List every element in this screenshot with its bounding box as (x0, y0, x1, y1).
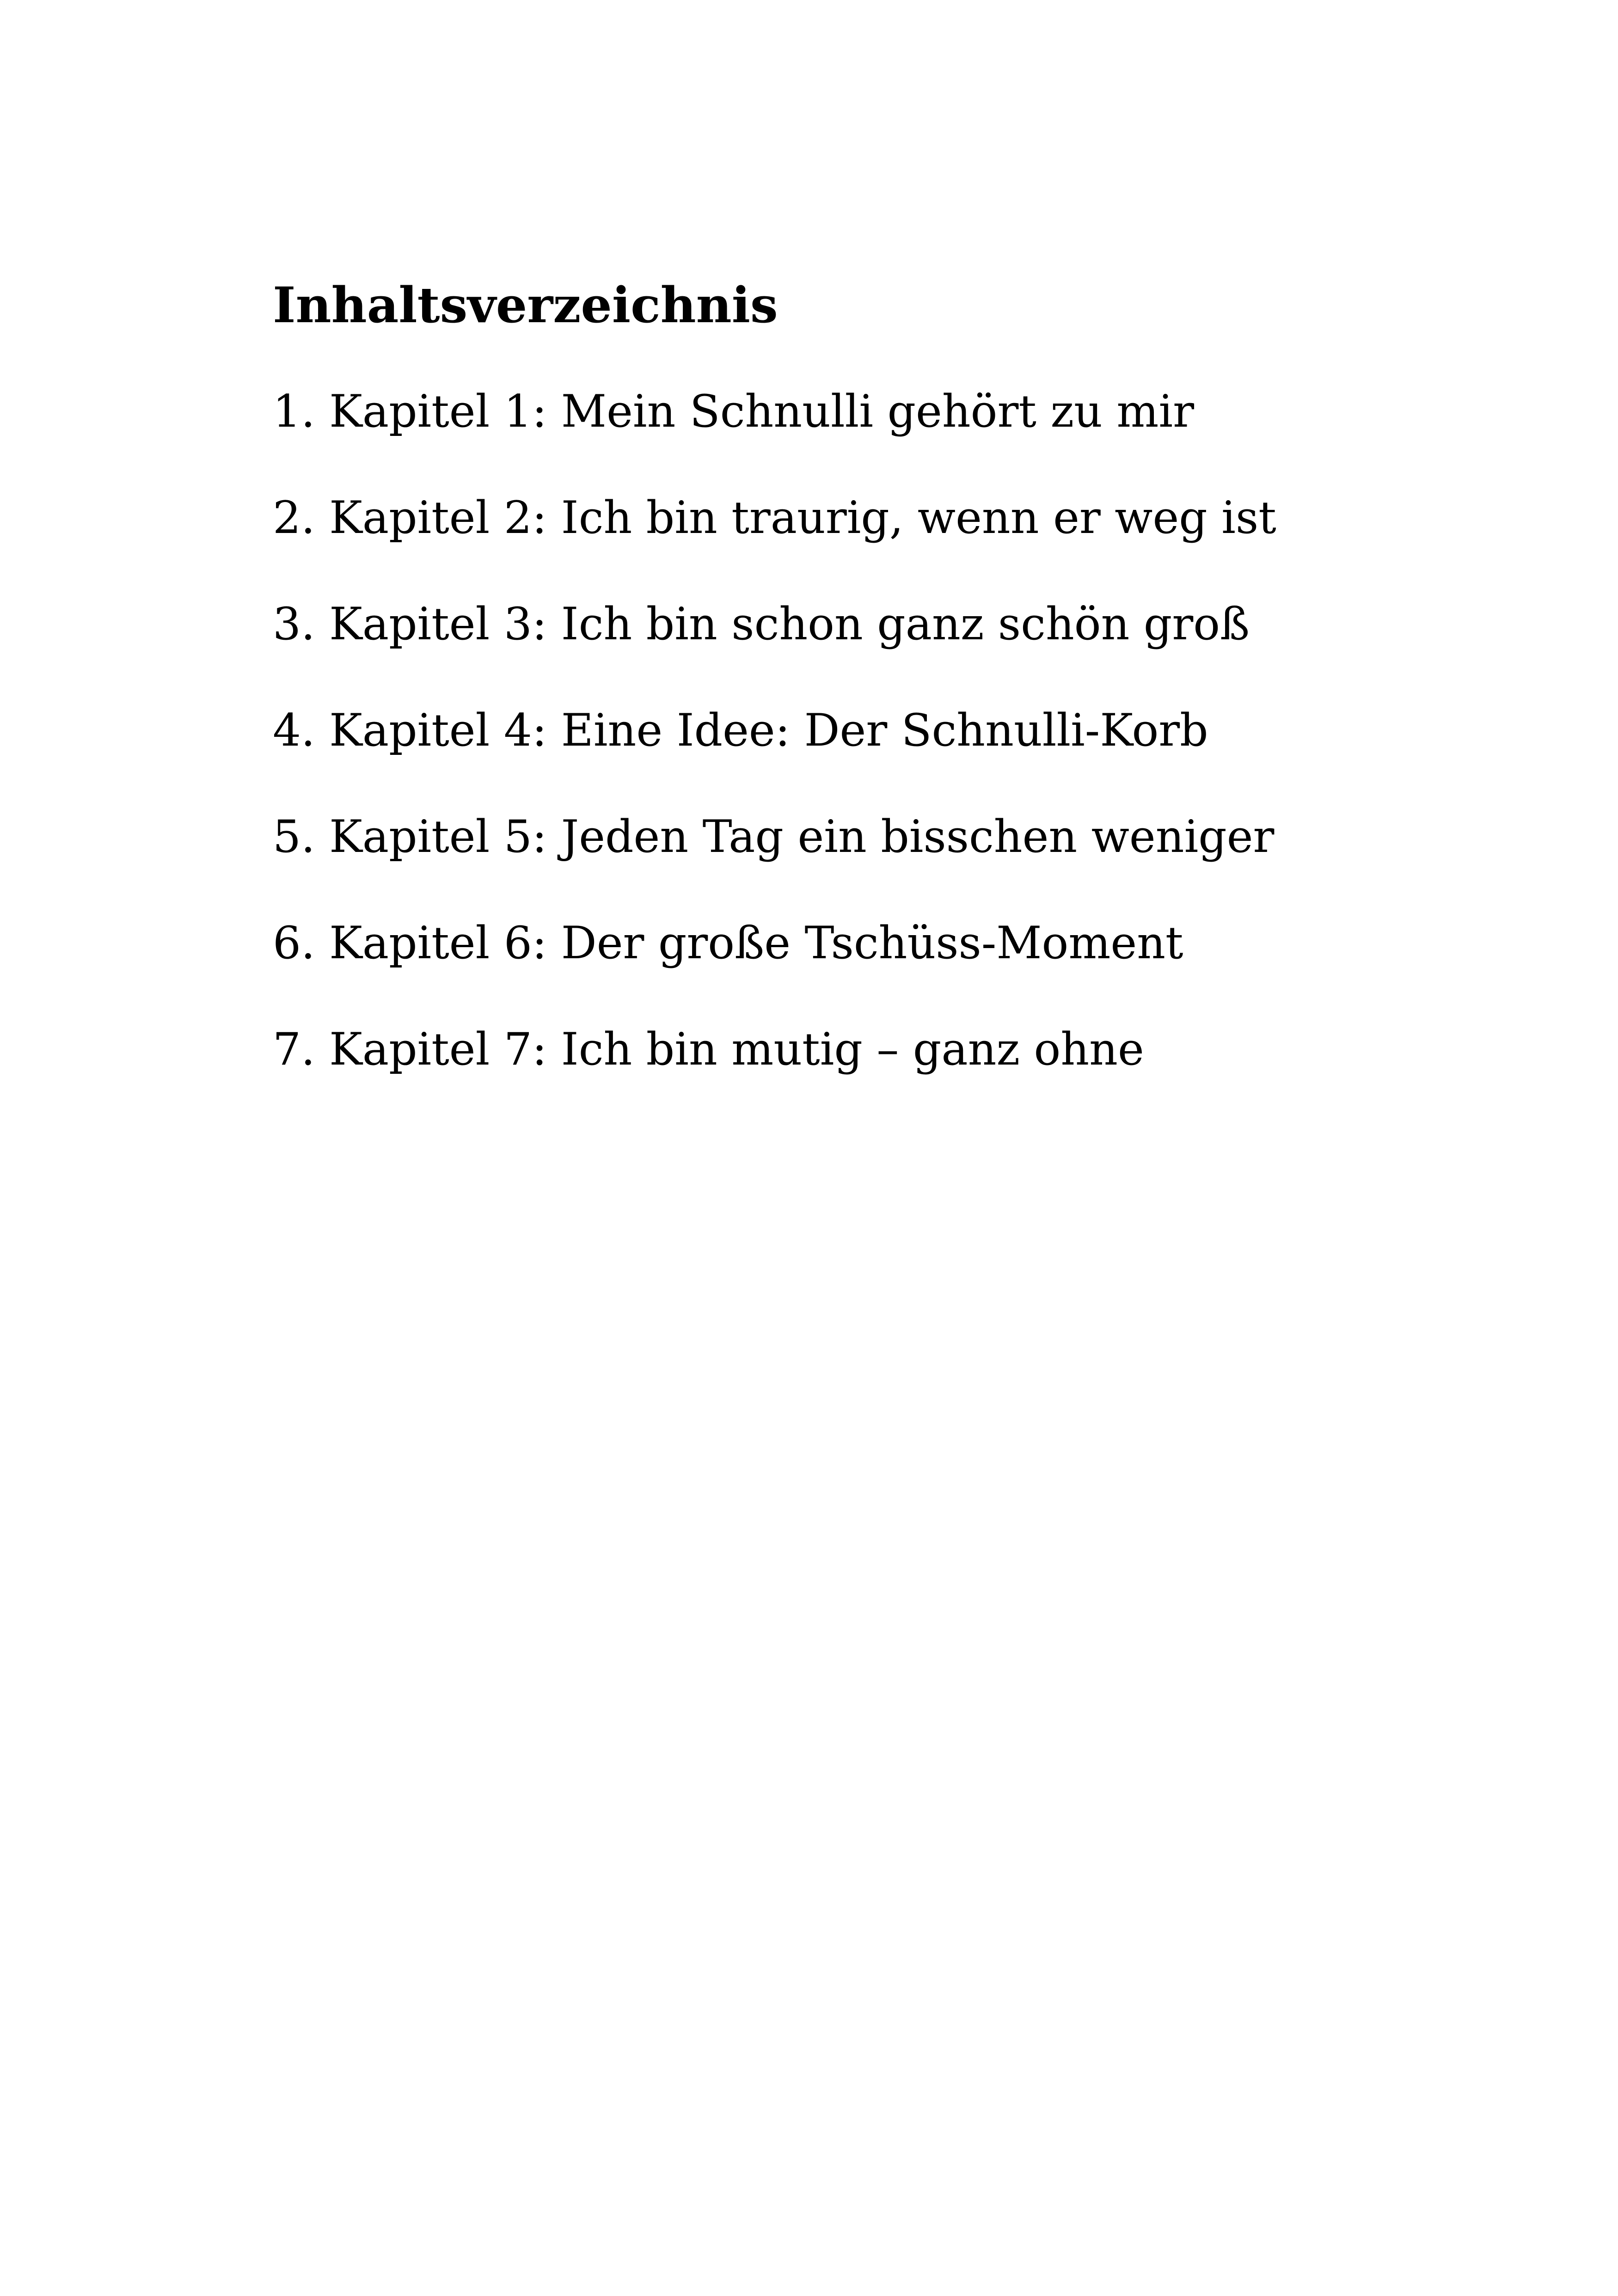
toc-entry-4: 4. Kapitel 4: Eine Idee: Der Schnulli-Korb (273, 704, 1208, 756)
toc-entry-2: 2. Kapitel 2: Ich bin traurig, wenn er weg ist (273, 492, 1276, 544)
toc-entry-3: 3. Kapitel 3: Ich bin schon ganz schön groß (273, 598, 1250, 650)
toc-entry-1: 1. Kapitel 1: Mein Schnulli gehört zu mir (273, 386, 1194, 437)
toc-entry-6: 6. Kapitel 6: Der große Tschüss-Moment (273, 917, 1183, 969)
table-of-contents (273, 273, 1382, 1075)
toc-list (273, 384, 1276, 1128)
toc-entry-5: 5. Kapitel 5: Jeden Tag ein bisschen weniger (273, 811, 1275, 863)
toc-entry-7: 7. Kapitel 7: Ich bin mutig – ganz ohne (273, 1023, 1144, 1075)
toc-heading: Inhaltsverzeichnis (273, 276, 778, 334)
